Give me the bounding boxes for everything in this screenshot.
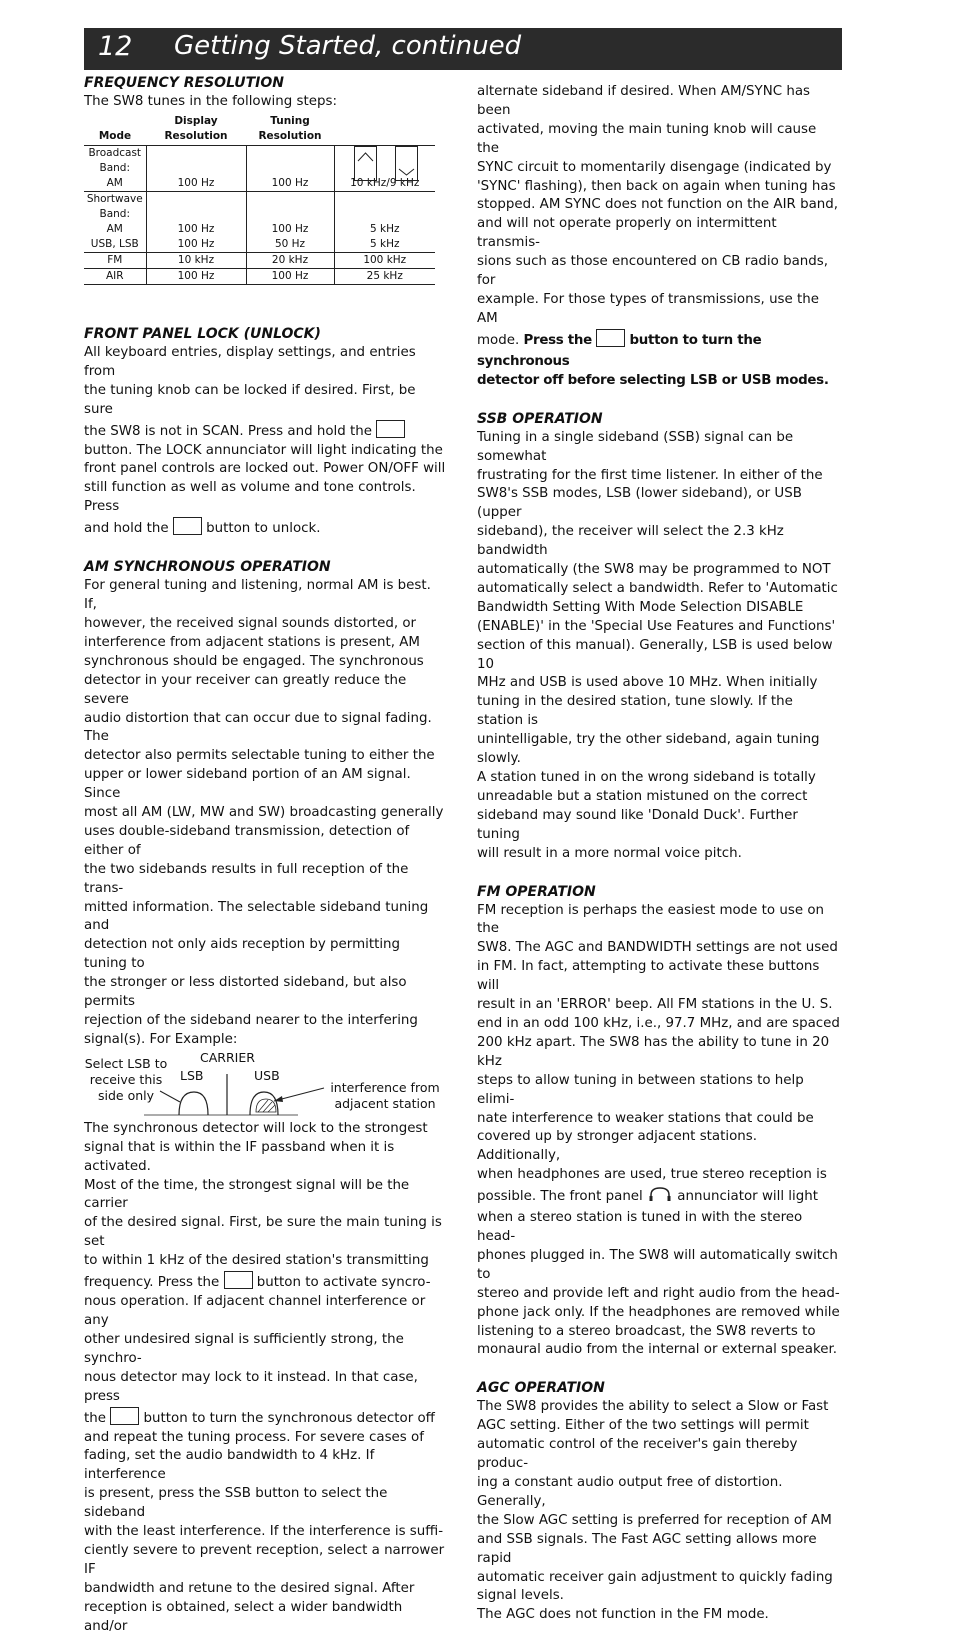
text-line: Bandwidth Setting With Mode Selection DISABLE	[477, 599, 842, 618]
text-line: automatic receiver gain adjustment to quickly fading	[477, 1569, 842, 1588]
text-line: frustrating for the first time listener. In either of the	[477, 467, 842, 486]
text-line: activated, moving the main tuning knob will cause the	[477, 121, 842, 159]
text-line: sideband), the receiver will select the 2.3 kHz bandwidth	[477, 523, 842, 561]
amsync-text	[84, 1293, 446, 1406]
text-line: other undesired signal is sufficiently strong, the synchro-	[84, 1331, 446, 1369]
amsync-text: frequency. Press the button to activate syncro-	[84, 1271, 446, 1293]
text-line: A station tuned in on the wrong sideband is totally	[477, 769, 842, 788]
text-line: stereo and provide left and right audio from the head-	[477, 1285, 842, 1304]
col-mode: Mode	[84, 114, 146, 146]
lock-heading: FRONT PANEL LOCK (UNLOCK)	[84, 325, 446, 344]
text-line: reception is obtained, select a wider bandwidth and/or	[84, 1599, 446, 1636]
text-line: Most of the time, the strongest signal will be the carrier	[84, 1177, 446, 1215]
lock-text: the tuning knob can be locked if desired. First, be sure	[84, 382, 446, 420]
amsync-text	[84, 1120, 446, 1271]
text-line: alternate sideband if desired. When AM/SYNC has been	[477, 83, 842, 121]
text-line: with the least interference. If the interference is suffi-	[84, 1523, 446, 1542]
text-line: when headphones are used, true stereo reception is	[477, 1166, 842, 1185]
amsync-warning: detector off before selecting LSB or USB modes.	[477, 372, 842, 391]
text-line: uses double-sideband transmission, detection of either of	[84, 823, 446, 861]
fm-text	[477, 1209, 842, 1360]
text-line: nous operation. If adjacent channel interference or any	[84, 1293, 446, 1331]
text-line: FM reception is perhaps the easiest mode to use on the	[477, 902, 842, 940]
sideband-diagram	[84, 1054, 446, 1120]
text-line: fading, set the audio bandwidth to 4 kHz. If interference	[84, 1447, 446, 1485]
ssb-text	[477, 429, 842, 864]
col-step	[334, 114, 435, 146]
text-line: sions such as those encountered on CB radio bands, for	[477, 253, 842, 291]
text-line: The AGC does not function in the FM mode.	[477, 1606, 842, 1625]
diagram-select-label: Select LSB to receive this side only	[84, 1056, 168, 1104]
lock-text: still function as well as volume and tone controls. Press	[84, 479, 446, 517]
ssb-heading: SSB OPERATION	[477, 410, 842, 429]
lock-text: button. The LOCK annunciator will light indicating the	[84, 442, 446, 461]
text-line: SYNC circuit to momentarily disengage (indicated by	[477, 159, 842, 178]
agc-heading: AGC OPERATION	[477, 1379, 842, 1398]
fm-text: possible. The front panel annunciator will light	[477, 1185, 842, 1209]
text-line: Tuning in a single sideband (SSB) signal can be somewhat	[477, 429, 842, 467]
diagram-lsb-label: LSB	[180, 1068, 203, 1084]
sync-button-icon	[110, 1407, 139, 1425]
fm-text	[477, 902, 842, 1186]
lock-text: the SW8 is not in SCAN. Press and hold the	[84, 420, 446, 442]
text-line: nate interference to weaker stations that could be	[477, 1110, 842, 1129]
text-line: The SW8 provides the ability to select a Slow or Fast	[477, 1398, 842, 1417]
amsync-continued-text	[477, 83, 842, 329]
text-line: For general tuning and listening, normal AM is best. If,	[84, 577, 446, 615]
text-line: phones plugged in. The SW8 will automatically switch to	[477, 1247, 842, 1285]
text-line: phone jack only. If the headphones are removed while	[477, 1304, 842, 1323]
text-line: will result in a more normal voice pitch.	[477, 845, 842, 864]
right-column	[477, 83, 842, 1625]
amsync-text	[84, 577, 446, 1050]
text-line: covered up by stronger adjacent stations. Additionally,	[477, 1128, 842, 1166]
sync-button-icon	[224, 1271, 253, 1289]
text-line: automatically (the SW8 may be programmed to NOT	[477, 561, 842, 580]
diagram-interference-label: interference from adjacent station	[324, 1080, 446, 1112]
diagram-carrier-label: CARRIER	[200, 1050, 255, 1066]
lock-button-icon	[173, 517, 202, 535]
text-line: audio distortion that can occur due to signal fading. The	[84, 710, 446, 748]
text-line: unreadable but a station mistuned on the correct	[477, 788, 842, 807]
text-line: AGC setting. Either of the two settings will permit	[477, 1417, 842, 1436]
text-line: end in an odd 100 kHz, i.e., 97.7 MHz, and are spaced	[477, 1015, 842, 1034]
freq-table-area	[84, 114, 446, 306]
text-line: however, the received signal sounds distorted, or	[84, 615, 446, 634]
text-line: result in an 'ERROR' beep. All FM stations in the U. S.	[477, 996, 842, 1015]
text-line: automatic control of the receiver's gain thereby produc-	[477, 1436, 842, 1474]
text-line: when a stereo station is tuned in with the stereo head-	[477, 1209, 842, 1247]
lock-button-icon	[376, 420, 405, 438]
text-line: (ENABLE)' in the 'Special Use Features and Functions'	[477, 618, 842, 637]
freq-intro: The SW8 tunes in the following steps:	[84, 93, 446, 112]
amsync-text	[84, 1429, 446, 1636]
text-line: signal(s). For Example:	[84, 1031, 446, 1050]
col-display: Display Resolution	[146, 114, 246, 146]
text-line: and will not operate properly on intermittent transmis-	[477, 215, 842, 253]
text-line: detector in your receiver can greatly reduce the severe	[84, 672, 446, 710]
text-line: tuning in the desired station, tune slowly. If the station is	[477, 693, 842, 731]
agc-text	[477, 1398, 842, 1625]
diagram-usb-label: USB	[254, 1068, 280, 1084]
text-line: mitted information. The selectable sideband tuning and	[84, 899, 446, 937]
text-line: SW8's SSB modes, LSB (lower sideband), or USB (upper	[477, 485, 842, 523]
text-line: SW8. The AGC and BANDWIDTH settings are not used	[477, 939, 842, 958]
freq-heading: FREQUENCY RESOLUTION	[84, 74, 446, 93]
page-header	[84, 28, 842, 70]
text-line: sideband may sound like 'Donald Duck'. Further tuning	[477, 807, 842, 845]
col-tuning: Tuning Resolution	[246, 114, 334, 146]
text-line: 'SYNC' flashing), then back on again when tuning has	[477, 178, 842, 197]
text-line: bandwidth and retune to the desired signal. After	[84, 1580, 446, 1599]
table-row: Shortwave Band: AM USB, LSB 100 Hz 100 Hz 100 Hz 50 Hz 5 kHz 5 kHz	[84, 191, 435, 252]
page-title: Getting Started, continued	[174, 31, 521, 61]
text-line: automatically select a bandwidth. Refer to 'Automatic	[477, 580, 842, 599]
text-line: upper or lower sideband portion of an AM signal. Since	[84, 766, 446, 804]
text-line: The synchronous detector will lock to the strongest	[84, 1120, 446, 1139]
text-line: ing a constant audio output free of distortion. Generally,	[477, 1474, 842, 1512]
text-line: interference from adjacent stations is present, AM	[84, 634, 446, 653]
lock-text: and hold the button to unlock.	[84, 517, 446, 539]
left-column	[84, 74, 446, 1636]
text-line: in FM. In fact, attempting to activate these buttons will	[477, 958, 842, 996]
text-line: steps to allow tuning in between stations to help elimi-	[477, 1072, 842, 1110]
table-row: FM 10 kHz 20 kHz 100 kHz	[84, 252, 435, 268]
text-line: the stronger or less distorted sideband, but also permits	[84, 974, 446, 1012]
text-line: and repeat the tuning process. For severe cases of	[84, 1429, 446, 1448]
amsync-text: the button to turn the synchronous detector off	[84, 1407, 446, 1429]
freq-table	[84, 114, 435, 285]
text-line: MHz and USB is used above 10 MHz. When initially	[477, 674, 842, 693]
text-line: signal that is within the IF passband when it is activated.	[84, 1139, 446, 1177]
text-line: signal levels.	[477, 1587, 842, 1606]
text-line: ciently severe to prevent reception, select a narrower IF	[84, 1542, 446, 1580]
text-line: and SSB signals. The Fast AGC setting allows more rapid	[477, 1531, 842, 1569]
table-row: Broadcast Band: AM 100 Hz 100 Hz 10 kHz/9 kHz	[84, 145, 435, 191]
fm-heading: FM OPERATION	[477, 883, 842, 902]
lock-text: All keyboard entries, display settings, and entries from	[84, 344, 446, 382]
text-line: most all AM (LW, MW and SW) broadcasting generally	[84, 804, 446, 823]
text-line: detection not only aids reception by permitting tuning to	[84, 936, 446, 974]
text-line: synchronous should be engaged. The synchronous	[84, 653, 446, 672]
text-line: is present, press the SSB button to select the sideband	[84, 1485, 446, 1523]
step-up-icon	[354, 146, 377, 181]
page-number: 12	[98, 31, 132, 62]
text-line: listening to a stereo broadcast, the SW8 reverts to	[477, 1323, 842, 1342]
amsync-heading: AM SYNCHRONOUS OPERATION	[84, 558, 446, 577]
text-line: detector also permits selectable tuning to either the	[84, 747, 446, 766]
text-line: example. For those types of transmissions, use the AM	[477, 291, 842, 329]
amsync-continued-text: mode. Press the button to turn the synchronous	[477, 329, 842, 372]
headphones-icon	[647, 1186, 673, 1202]
step-down-icon	[395, 146, 418, 181]
text-line: section of this manual). Generally, LSB is used below 10	[477, 637, 842, 675]
text-line: stopped. AM SYNC does not function on the AIR band,	[477, 196, 842, 215]
text-line: 200 kHz apart. The SW8 has the ability to tune in 20 kHz	[477, 1034, 842, 1072]
text-line: monaural audio from the internal or external speaker.	[477, 1341, 842, 1360]
text-line: nous detector may lock to it instead. In that case, press	[84, 1369, 446, 1407]
table-row: AIR 100 Hz 100 Hz 25 kHz	[84, 268, 435, 284]
lock-text: front panel controls are locked out. Power ON/OFF will	[84, 460, 446, 479]
text-line: to within 1 kHz of the desired station's transmitting	[84, 1252, 446, 1271]
text-line: unintelligable, try the other sideband, again tuning slowly.	[477, 731, 842, 769]
text-line: the two sidebands results in full reception of the trans-	[84, 861, 446, 899]
text-line: of the desired signal. First, be sure the main tuning is set	[84, 1214, 446, 1252]
text-line: the Slow AGC setting is preferred for reception of AM	[477, 1512, 842, 1531]
text-line: rejection of the sideband nearer to the interfering	[84, 1012, 446, 1031]
sync-button-icon	[596, 329, 625, 347]
